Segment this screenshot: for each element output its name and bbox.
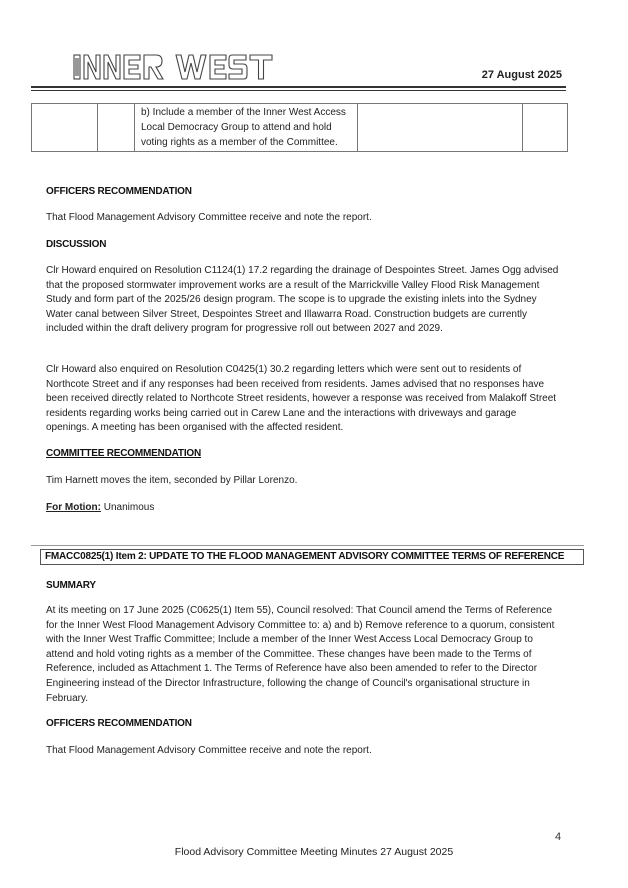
officers-recommendation-text: That Flood Management Advisory Committee receive and note the report. <box>46 212 372 223</box>
table-cell <box>358 104 523 152</box>
table-cell <box>32 104 98 152</box>
table-cell <box>98 104 135 152</box>
table-cell-text: b) Include a member of the Inner West Access Local Democracy Group to attend and hold voting rights as a member of the Committee. <box>141 107 346 148</box>
footer-text: Flood Advisory Committee Meeting Minutes 27 August 2025 <box>174 846 454 858</box>
summary-text: At its meeting on 17 June 2025 (C0625(1) Item 55), Council resolved: That Council amend the Terms of Reference for the Inner West Flood Management Advisory Committee to: a) and b) Remove reference to a quorum, consistent with the Inner West Traffic Committee; Include a member of the Inner West Access Local Democracy Group to attend and hold voting rights as a member of the Committee. These changes have been made to the Terms of Reference, included as Attachment 1. The Terms of Reference have also been amended to refer to the Director Engineering instead of the Director Infrastructure, following the change of Council's organisational structure in February. <box>46 605 555 704</box>
officers-recommendation-heading: OFFICERS RECOMMENDATION <box>46 186 192 197</box>
section-divider <box>31 545 584 546</box>
table-cell <box>135 104 358 152</box>
discussion-paragraph-2: Clr Howard also enquired on Resolution C0425(1) 30.2 regarding letters which were sent out to residents of Northcote Street and if any responses had been received from residents. James advised that no responses have been received directly related to Northcote Street residents, however a response was received from Malakoff Street residents regarding works being carried out in Carew Lane and the interactions with driveways and garage openings. A meeting has been organised with the affected resident. <box>46 364 557 434</box>
table-cell <box>523 104 568 152</box>
motion-line <box>46 501 562 516</box>
header-date: 27 August 2025 <box>481 69 562 81</box>
header-rule <box>31 86 566 88</box>
inner-west-logo <box>72 50 282 84</box>
table-row <box>32 104 568 152</box>
item-2-officers-recommendation-text: That Flood Management Advisory Committee receive and note the report. <box>46 745 372 756</box>
continued-table <box>31 103 568 152</box>
committee-recommendation-heading: COMMITTEE RECOMMENDATION <box>46 448 202 459</box>
summary-heading: SUMMARY <box>46 580 96 591</box>
item-2-officers-recommendation-heading: OFFICERS RECOMMENDATION <box>46 718 192 729</box>
discussion-paragraph-1: Clr Howard enquired on Resolution C1124(1) 17.2 regarding the drainage of Despointes Street. James Ogg advised that the proposed stormwater improvement works are a result of the Marrickville Valley Flood Risk Management Study and form part of the 2025/26 design program. The scope is to upgrade the existing inlets into the Sydney Water canal between Silver Street, Despointes Street and Illawarra Road. Construction budgets are currently included within the draft delivery program for progressive roll out between 2027 and 2029. <box>46 265 559 335</box>
header-rule-thin <box>31 90 566 91</box>
item-2-title: FMACC0825(1) Item 2: UPDATE TO THE FLOOD MANAGEMENT ADVISORY COMMITTEE TERMS OF REFERENCE <box>40 549 584 565</box>
motion-label: For Motion: <box>46 502 101 513</box>
committee-recommendation-text: Tim Harnett moves the item, seconded by Pillar Lorenzo. <box>46 475 298 486</box>
discussion-heading: DISCUSSION <box>46 239 107 250</box>
motion-value: Unanimous <box>100 502 155 513</box>
page-number: 4 <box>555 831 562 843</box>
